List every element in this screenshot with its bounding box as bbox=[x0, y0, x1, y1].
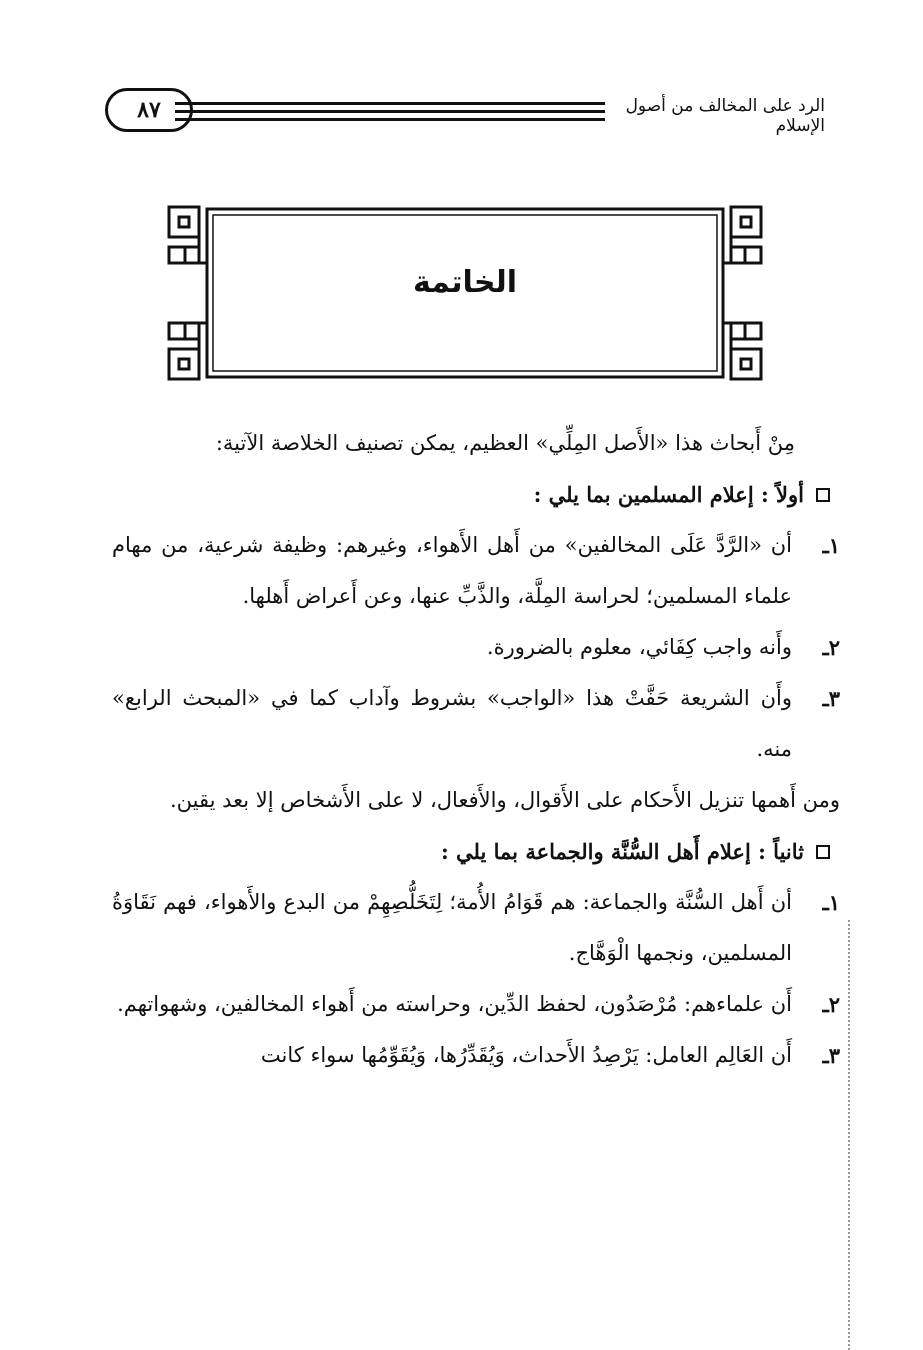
corner-knot-bottom-left bbox=[169, 323, 207, 379]
corner-knot-bottom-right bbox=[723, 323, 761, 379]
list-item bbox=[112, 979, 840, 1030]
item-number: ١ـ bbox=[822, 533, 840, 558]
page-number: ٨٧ bbox=[105, 88, 193, 132]
item-number: ٣ـ bbox=[822, 686, 840, 711]
item-number: ٣ـ bbox=[822, 1043, 840, 1068]
section-heading-text: ثانياً : إعلام أَهل السُّنَّة والجماعة بما يلي : bbox=[440, 839, 804, 864]
header-rule bbox=[175, 102, 605, 124]
section-heading-2 bbox=[112, 826, 840, 877]
item-text: وأَن الشريعة حَفَّتْ هذا «الواجب» بشروط وآداب كما في «المبحث الرابع» منه. bbox=[112, 686, 792, 761]
section-heading-text: أولاً : إعلام المسلمين بما يلي : bbox=[533, 482, 804, 507]
item-text: أن أَهل السُّنَّة والجماعة: هم قَوَامُ الأُمة؛ لِتَخَلُّصِهِمْ من البدع والأَهواء، فهم نَقَاوَةُ المسلمين، ونجمها الْوَهَّاج. bbox=[112, 890, 792, 965]
list-item bbox=[112, 622, 840, 673]
item-text: أَن علماءهم: مُرْصَدُون، لحفظ الدِّين، وحراسته من أَهواء المخالفين، وشهواتهم. bbox=[117, 992, 792, 1016]
list-item bbox=[112, 520, 840, 622]
page-header bbox=[105, 88, 825, 138]
list-item bbox=[112, 1030, 840, 1081]
section-note: ومن أَهمها تنزيل الأَحكام على الأَقوال، والأَفعال، لا على الأَشخاص إلا بعد يقين. bbox=[169, 788, 840, 812]
item-number: ١ـ bbox=[822, 890, 840, 915]
list-item bbox=[112, 673, 840, 775]
corner-knot-top-left bbox=[169, 207, 207, 263]
item-text: أن «الرَّدَّ عَلَى المخالفين» من أَهل الأَهواء، وغيرهم: وظيفة شرعية، من مهام علماء المسلمين؛ لحراسة المِلَّة، والذَّبِّ عنها، وعن أَعراض أَهلها. bbox=[112, 533, 792, 608]
intro-paragraph: مِنْ أَبحاث هذا «الأَصل المِلِّي» العظيم، يمكن تصنيف الخلاصة الآتية: bbox=[215, 431, 795, 455]
chapter-title: الخاتمة bbox=[412, 265, 517, 300]
list-item bbox=[112, 877, 840, 979]
corner-knot-top-right bbox=[723, 207, 761, 263]
item-number: ٢ـ bbox=[822, 635, 840, 660]
checkbox-square-icon bbox=[816, 845, 830, 859]
page-body bbox=[112, 418, 840, 1081]
section-heading-1 bbox=[112, 469, 840, 520]
item-text: أَن العَالِم العامل: يَرْصِدُ الأَحداث، وَيُقَدِّرُها، وَيُقَوِّمُها سواء كانت bbox=[260, 1043, 792, 1067]
item-number: ٢ـ bbox=[822, 992, 840, 1017]
item-text: وأَنه واجب كِفَائي، معلوم بالضرورة. bbox=[486, 635, 792, 659]
chapter-title-frame bbox=[165, 203, 765, 383]
running-title: الرد على المخالف من أصول الإسلام bbox=[625, 96, 825, 136]
margin-dotted-line bbox=[848, 920, 850, 1350]
checkbox-square-icon bbox=[816, 488, 830, 502]
